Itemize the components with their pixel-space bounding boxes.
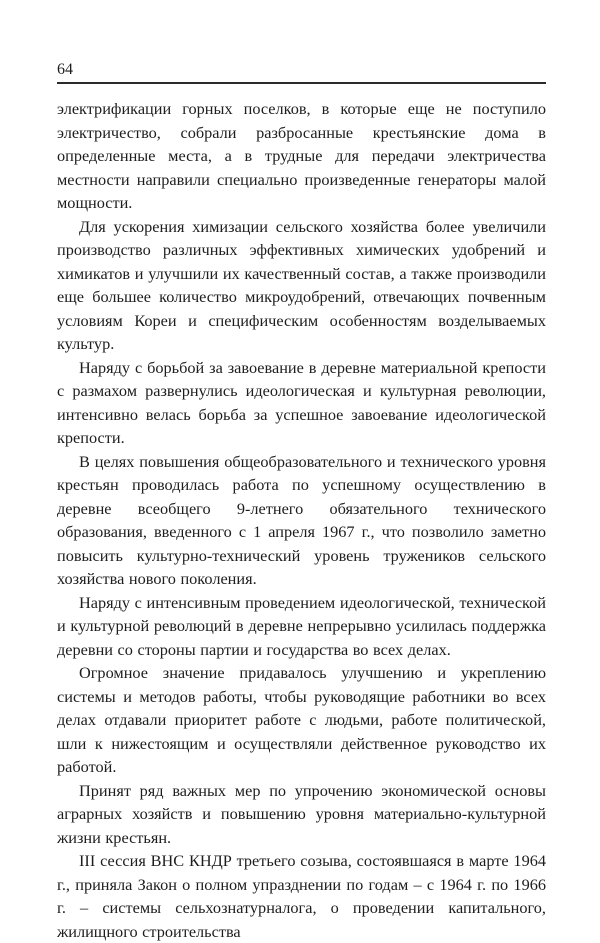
paragraph: Для ускорения химизации сельского хозяйства более увеличили производство различных эффективных химических удобрений и химикатов и улучшили их качественный состав, а также производили еще большее количество микроудобрений, отвечающих почвенным условиям Кореи и специфическим особенностям возделываемых культур. — [57, 216, 546, 353]
paragraph: Принят ряд важных мер по упрочению экономической основы аграрных хозяйств и повышению уровня материально-культурной жизни крестьян. — [57, 780, 546, 847]
page-header — [57, 60, 546, 84]
paragraph: Огромное значение придавалось улучшению и укреплению системы и методов работы, чтобы руководящие работники во всех делах отдавали приоритет работе с людьми, работе политической, шли к нижестоящим и осуществляли действенное руководство их работой. — [57, 663, 546, 776]
page-number: 64 — [57, 61, 73, 78]
paragraph: электрификации горных поселков, в которые еще не поступило электричество, собрали разбросанные крестьянские дома в определенные места, а в трудные для передачи электричества местности направили специально произведенные генераторы малой мощности. — [57, 99, 546, 212]
page-body — [57, 97, 546, 943]
paragraph: В целях повышения общеобразовательного и технического уровня крестьян проводилась работа по успешному осуществлению в деревне всеобщего 9-летнего обязательного технического образования, введенного с 1 апреля 1967 г., что позволило заметно повысить культурно-технический уровень тружеников сельского хозяйства нового поколения. — [57, 451, 546, 588]
paragraph: Наряду с борьбой за завоевание в деревне материальной крепости с размахом развернулись идеологическая и культурная революции, интенсивно велась борьба за успешное завоевание идеологической крепости. — [57, 357, 546, 447]
page-content-column — [57, 0, 546, 943]
paragraph: III сессия ВНС КНДР третьего созыва, состоявшаяся в марте 1964 г., приняла Закон о полном упразднении по годам – с 1964 г. по 1966 г. – системы сельхознатурналога, о проведении капитального, жилищного строительства — [57, 851, 546, 941]
paragraph: Наряду с интенсивным проведением идеологической, технической и культурной революций в деревне непрерывно усилилась поддержка деревни со стороны партии и государства во всех делах. — [57, 592, 546, 659]
